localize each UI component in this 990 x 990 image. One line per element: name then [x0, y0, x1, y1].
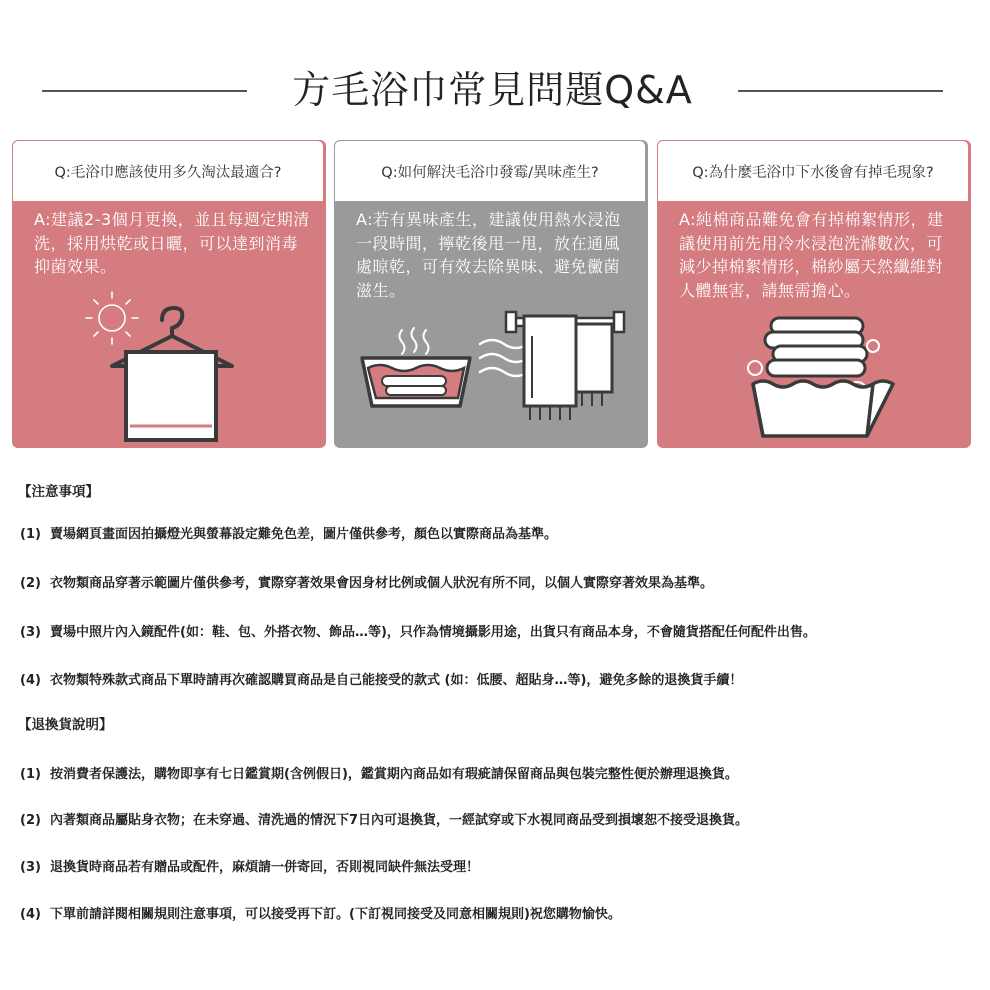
towel-stack-water-icon — [657, 140, 971, 448]
title-row — [0, 62, 990, 122]
returns-item: (2) 內著類商品屬貼身衣物；在未穿過、清洗過的情況下7日內可退換貨，一經試穿或下水視同商品受到損壞恕不接受退換貨。 — [20, 813, 749, 828]
faq-card-replace-towel — [12, 140, 326, 448]
sun-hanger-towel-icon — [12, 140, 326, 448]
faq-question: Q:如何解決毛浴巾發霉/異味產生? — [381, 164, 599, 181]
notes-item: (4) 衣物類特殊款式商品下單時請再次確認購買商品是自己能接受的款式 (如：低腰、超貼身…等)，避免多餘的退換貨手續！ — [20, 673, 743, 688]
page-title: 方毛浴巾常見問題Q&A — [292, 68, 693, 112]
faq-question: Q:毛浴巾應該使用多久淘汰最適合? — [54, 164, 282, 181]
returns-item: (3) 退換貨時商品若有贈品或配件，麻煩請一併寄回，否則視同缺件無法受理！ — [20, 860, 480, 875]
title-divider-right — [738, 90, 943, 92]
returns-item: (4) 下單前請詳閱相關規則注意事項，可以接受再下訂。(下訂視同接受及同意相關規則)祝您購物愉快。 — [20, 907, 621, 922]
faq-card-mold-odor — [334, 140, 648, 448]
returns-heading: 【退換貨說明】 — [18, 717, 113, 733]
faq-card-shedding — [657, 140, 971, 448]
notes-item: (2) 衣物類商品穿著示範圖片僅供參考，實際穿著效果會因身材比例或個人狀況有所不同，以個人實際穿著效果為基準。 — [20, 576, 714, 591]
faq-answer: A:純棉商品難免會有掉棉絮情形，建議使用前先用冷水浸泡洗滌數次，可減少掉棉絮情形，棉紗屬天然纖維對人體無害，請無需擔心。 — [679, 210, 944, 300]
faq-answer: A:建議2-3個月更換，並且每週定期清洗，採用烘乾或日曬，可以達到消毒抑菌效果。 — [34, 210, 310, 276]
notes-item: (1) 賣場網頁畫面因拍攝燈光與螢幕設定難免色差，圖片僅供參考，顏色以實際商品為基準。 — [20, 527, 558, 542]
notes-heading: 【注意事項】 — [18, 484, 99, 500]
notes-item: (3) 賣場中照片內入鏡配件(如：鞋、包、外搭衣物、飾品…等)，只作為情境攝影用途，出貨只有商品本身，不會隨貨搭配任何配件出售。 — [20, 625, 816, 640]
title-divider-left — [42, 90, 247, 92]
hot-water-basin-towel-rack-icon — [334, 140, 648, 448]
returns-item: (1) 按消費者保護法，購物即享有七日鑑賞期(含例假日)，鑑賞期內商品如有瑕疵請保留商品與包裝完整性便於辦理退換貨。 — [20, 767, 738, 782]
faq-question: Q:為什麼毛浴巾下水後會有掉毛現象? — [692, 164, 934, 181]
faq-answer: A:若有異味產生，建議使用熱水浸泡一段時間，擰乾後甩一甩，放在通風處晾乾，可有效去除異味、避免黴菌滋生。 — [356, 210, 621, 300]
